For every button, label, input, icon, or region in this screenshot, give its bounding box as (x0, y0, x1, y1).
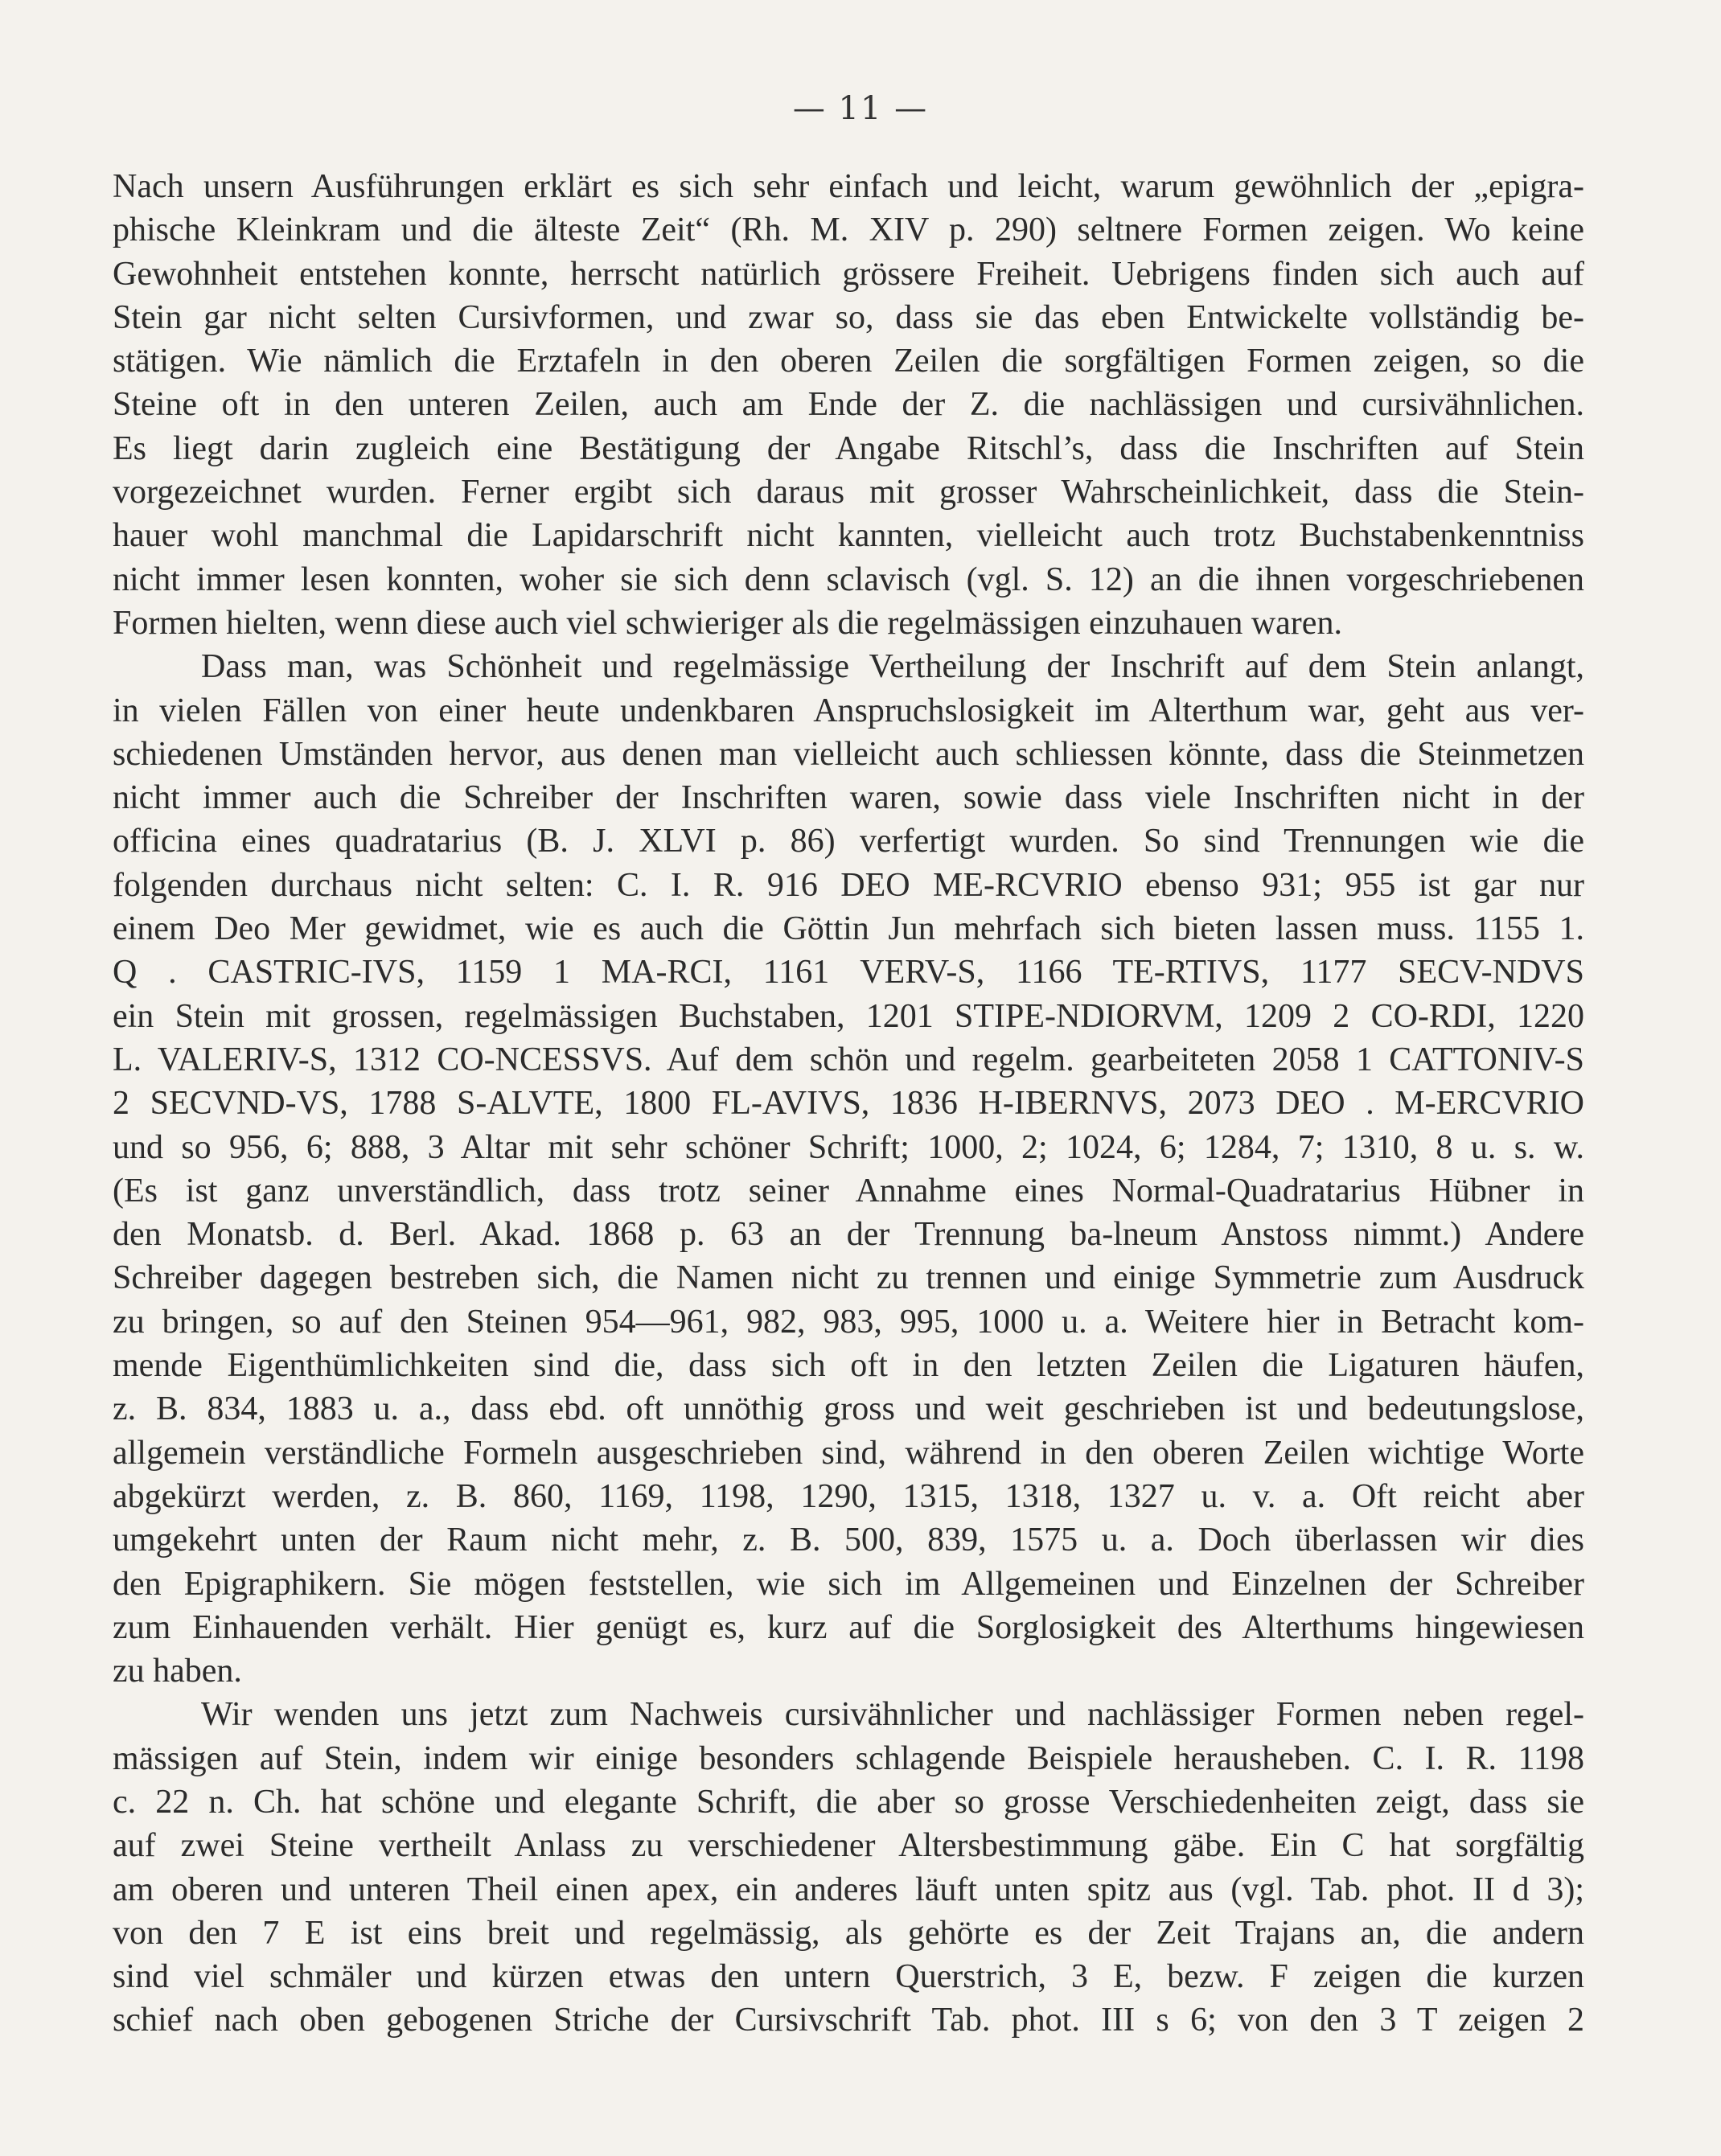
text-line: am oberen und unteren Theil einen apex, ein anderes läuft unten spitz aus (vgl. Tab. phot. II d 3); (113, 1871, 1584, 1908)
paragraph (113, 645, 1584, 1693)
text-line: allgemein verständliche Formeln ausgeschrieben sind, während in den oberen Zeilen wichtige Worte (113, 1434, 1584, 1472)
text-line: nicht immer auch die Schreiber der Inschriften waren, sowie dass viele Inschriften nicht in der (113, 779, 1584, 817)
text-line: schief nach oben gebogenen Striche der Cursivschrift Tab. phot. III s 6; von den 3 T zeigen 2 (113, 2002, 1584, 2039)
text-line: Dass man, was Schönheit und regelmässige Vertheilung der Inschrift auf dem Stein anlangt, (201, 648, 1584, 686)
text-line: schiedenen Umständen hervor, aus denen man vielleicht auch schliessen könnte, dass die Steinmetzen (113, 735, 1584, 773)
text-line: c. 22 n. Ch. hat schöne und elegante Schrift, die aber so grosse Verschiedenheiten zeigt, dass sie (113, 1783, 1584, 1821)
text-line: officina eines quadratarius (B. J. XLVI p. 86) verfertigt wurden. So sind Trennungen wie die (113, 823, 1584, 860)
text-line: mende Eigenthümlichkeiten sind die, dass sich oft in den letzten Zeilen die Ligaturen häufen, (113, 1347, 1584, 1385)
text-line: phische Kleinkram und die älteste Zeit“ (Rh. M. XIV p. 290) seltnere Formen zeigen. Wo keine (113, 211, 1584, 249)
text-line: zum Einhauenden verhält. Hier genügt es, kurz auf die Sorglosigkeit des Alterthums hingewiesen (113, 1608, 1584, 1646)
text-line: (Es ist ganz unverständlich, dass trotz seiner Annahme eines Normal-Quadratarius Hübner in (113, 1172, 1584, 1209)
text-line: Q . CASTRIC-IVS, 1159 1 MA-RCI, 1161 VERV-S, 1166 TE-RTIVS, 1177 SECV-NDVS (113, 954, 1584, 992)
text-line: nicht immer lesen konnten, woher sie sich denn sclavisch (vgl. S. 12) an die ihnen vorgeschriebenen (113, 561, 1584, 598)
text-line: auf zwei Steine vertheilt Anlass zu verschiedener Altersbestimmung gäbe. Ein C hat sorgfältig (113, 1827, 1584, 1865)
text-line: vorgezeichnet wurden. Ferner ergibt sich daraus mit grosser Wahrscheinlichkeit, dass die Stein- (113, 474, 1584, 511)
text-line: abgekürzt werden, z. B. 860, 1169, 1198, 1290, 1315, 1318, 1327 u. v. a. Oft reicht aber (113, 1477, 1584, 1515)
text-line: umgekehrt unten der Raum nicht mehr, z. B. 500, 839, 1575 u. a. Doch überlassen wir dies (113, 1522, 1584, 1559)
text-line: hauer wohl manchmal die Lapidarschrift nicht kannten, vielleicht auch trotz Buchstabenkenntniss (113, 517, 1584, 555)
text-line: und so 956, 6; 888, 3 Altar mit sehr schöner Schrift; 1000, 2; 1024, 6; 1284, 7; 1310, 8 u. s. w. (113, 1128, 1584, 1166)
text-line: Stein gar nicht selten Cursivformen, und zwar so, dass sie das eben Entwickelte vollständig be- (113, 298, 1584, 336)
text-line: von den 7 E ist eins breit und regelmässig, als gehörte es der Zeit Trajans an, die andern (113, 1914, 1584, 1952)
text-line: z. B. 834, 1883 u. a., dass ebd. oft unnöthig gross und weit geschrieben ist und bedeutungslose, (113, 1390, 1584, 1428)
text-line: Gewohnheit entstehen konnte, herrscht natürlich grössere Freiheit. Uebrigens finden sich auch auf (113, 255, 1584, 293)
text-line: zu bringen, so auf den Steinen 954—961, 982, 983, 995, 1000 u. a. Weitere hier in Betracht kom- (113, 1303, 1584, 1341)
text-line: einem Deo Mer gewidmet, wie es auch die Göttin Jun mehrfach sich bieten lassen muss. 1155 1. (113, 910, 1584, 948)
text-line: Nach unsern Ausführungen erklärt es sich sehr einfach und leicht, warum gewöhnlich der „epigra- (113, 168, 1584, 205)
text-line: den Epigraphikern. Sie mögen feststellen, wie sich im Allgemeinen und Einzelnen der Schreiber (113, 1565, 1584, 1603)
paragraph (113, 1693, 1584, 2042)
text-line: ein Stein mit grossen, regelmässigen Buchstaben, 1201 STIPE-NDIORVM, 1209 2 CO-RDI, 1220 (113, 997, 1584, 1035)
page-number: — 11 — (792, 90, 929, 127)
text-line: Es liegt darin zugleich eine Bestätigung der Angabe Ritschl’s, dass die Inschriften auf Stein (113, 429, 1584, 467)
text-line: folgenden durchaus nicht selten: C. I. R. 916 DEO ME-RCVRIO ebenso 931; 955 ist gar nur (113, 866, 1584, 904)
text-line: den Monatsb. d. Berl. Akad. 1868 p. 63 an der Trennung ba-lneum Anstoss nimmt.) Andere (113, 1216, 1584, 1254)
text-line: in vielen Fällen von einer heute undenkbaren Anspruchslosigkeit im Alterthum war, geht aus ver- (113, 692, 1584, 729)
text-line: Formen hielten, wenn diese auch viel schwieriger als die regelmässigen einzuhauen waren. (113, 604, 1342, 642)
text-line: 2 SECVND-VS, 1788 S-ALVTE, 1800 FL-AVIVS, 1836 H-IBERNVS, 2073 DEO . M-ERCVRIO (113, 1085, 1584, 1123)
text-line: Steine oft in den unteren Zeilen, auch am Ende der Z. die nachlässigen und cursivähnlichen. (113, 386, 1584, 424)
text-line: mässigen auf Stein, indem wir einige besonders schlagende Beispiele herausheben. C. I. R. 1198 (113, 1739, 1584, 1777)
text-line: stätigen. Wie nämlich die Erztafeln in den oberen Zeilen die sorgfältigen Formen zeigen, so die (113, 343, 1584, 380)
text-line: Wir wenden uns jetzt zum Nachweis cursivähnlicher und nachlässiger Formen neben regel- (201, 1696, 1584, 1734)
text-line: Schreiber dagegen bestreben sich, die Namen nicht zu trennen und einige Symmetrie zum Ausdruck (113, 1259, 1584, 1297)
text-line: sind viel schmäler und kürzen etwas den untern Querstrich, 3 E, bezw. F zeigen die kurzen (113, 1958, 1584, 1996)
paragraph (113, 165, 1584, 645)
body-text (113, 165, 1584, 2043)
text-line: zu haben. (113, 1653, 242, 1690)
text-line: L. VALERIV-S, 1312 CO-NCESSVS. Auf dem schön und regelm. gearbeiteten 2058 1 CATTONIV-S (113, 1041, 1584, 1078)
